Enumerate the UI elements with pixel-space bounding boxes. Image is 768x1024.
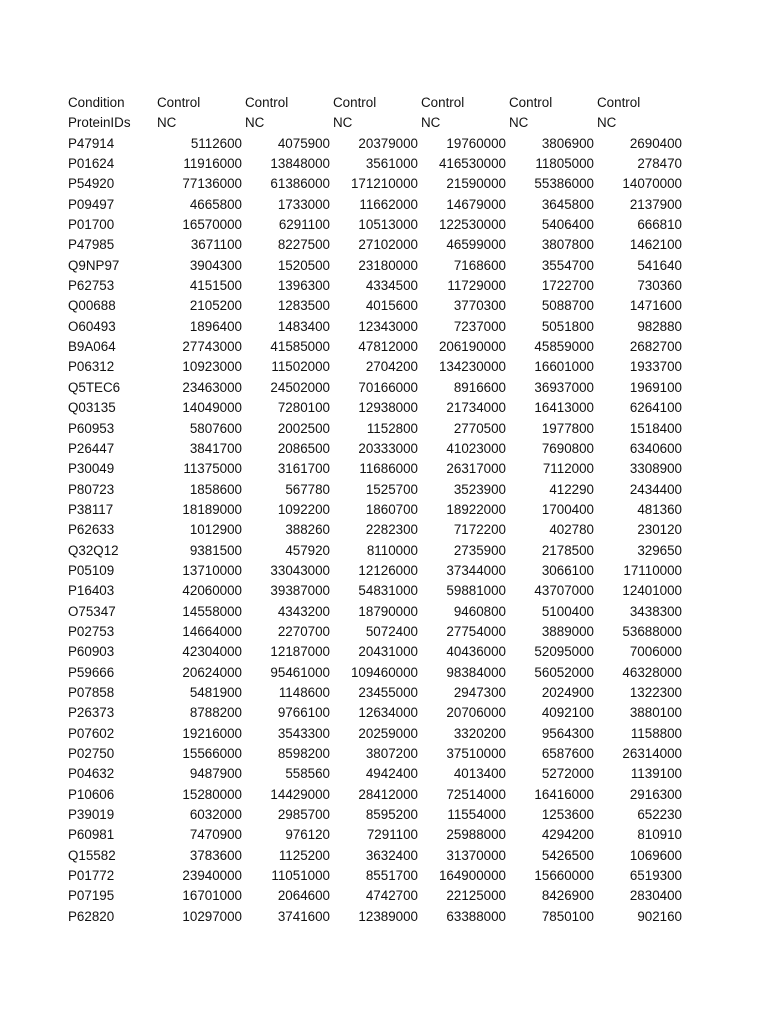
value-cell: 2735900 [453, 542, 506, 558]
value-cell: 21734000 [446, 400, 506, 416]
value-cell: 2282300 [365, 522, 418, 538]
value-cell: 3066100 [541, 562, 594, 578]
value-cell: 1700400 [541, 501, 594, 517]
value-cell: 20624000 [182, 664, 242, 680]
value-cell: 7690800 [541, 440, 594, 456]
protein-id-cell: P26447 [68, 440, 115, 456]
value-cell: 8788200 [189, 705, 242, 721]
value-cell: 3161700 [277, 461, 330, 477]
value-cell: 109460000 [350, 664, 418, 680]
value-cell: 1722700 [541, 278, 594, 294]
header-cell: Control [157, 95, 201, 110]
value-cell: 14070000 [622, 176, 682, 192]
protein-id-cell: O60493 [68, 318, 116, 334]
protein-id-cell: P04632 [68, 766, 115, 782]
value-cell: 39387000 [270, 583, 330, 599]
value-cell: 11375000 [183, 461, 242, 477]
protein-id-cell: Q5TEC6 [68, 379, 121, 395]
value-cell: 20259000 [358, 725, 418, 741]
value-cell: 47812000 [358, 339, 418, 355]
value-cell: 1125200 [278, 847, 330, 863]
value-cell: 810910 [637, 827, 682, 843]
value-cell: 1139100 [630, 766, 682, 782]
value-cell: 28412000 [358, 786, 418, 802]
value-cell: 402780 [549, 522, 594, 538]
value-cell: 416530000 [438, 156, 506, 172]
value-cell: 1860700 [365, 501, 418, 517]
value-cell: 16416000 [534, 786, 594, 802]
value-cell: 1462100 [629, 237, 682, 253]
value-cell: 24502000 [270, 379, 330, 395]
protein-id-cell: P30049 [68, 461, 115, 477]
value-cell: 3770300 [453, 298, 506, 314]
value-cell: 14558000 [182, 603, 242, 619]
value-cell: 481360 [637, 501, 682, 517]
value-cell: 1969100 [629, 379, 682, 395]
protein-id-cell: P38117 [68, 501, 114, 517]
protein-id-cell: B9A064 [68, 339, 116, 355]
value-cell: 4294200 [541, 827, 594, 843]
value-cell: 37344000 [446, 562, 506, 578]
header-cell: Control [597, 95, 641, 110]
value-cell: 15660000 [534, 868, 594, 884]
value-cell: 4343200 [277, 603, 330, 619]
value-cell: 1471600 [629, 298, 682, 314]
value-cell: 3889000 [541, 623, 594, 639]
value-cell: 18189000 [182, 501, 242, 517]
value-cell: 63388000 [446, 908, 506, 924]
value-cell: 3807800 [541, 237, 594, 253]
value-cell: 3880100 [629, 705, 682, 721]
value-cell: 61386000 [270, 176, 330, 192]
value-cell: 4942400 [365, 766, 418, 782]
value-cell: 11729000 [447, 278, 506, 294]
value-cell: 1733000 [277, 196, 330, 212]
value-cell: 9487900 [189, 766, 242, 782]
value-cell: 666810 [637, 217, 682, 233]
value-cell: 5112600 [190, 135, 242, 151]
value-cell: 46328000 [622, 664, 682, 680]
value-cell: 2690400 [629, 135, 682, 151]
value-cell: 730360 [637, 278, 682, 294]
value-cell: 7006000 [629, 644, 682, 660]
value-cell: 4015600 [365, 298, 418, 314]
value-cell: 558560 [285, 766, 330, 782]
value-cell: 6519300 [629, 868, 682, 884]
value-cell: 20431000 [358, 644, 418, 660]
value-cell: 3632400 [365, 847, 418, 863]
value-cell: 12938000 [358, 400, 418, 416]
value-cell: 3645800 [541, 196, 594, 212]
value-cell: 2178500 [541, 542, 594, 558]
protein-id-cell: Q15582 [68, 847, 116, 863]
value-cell: 16701000 [182, 888, 242, 904]
value-cell: 4334500 [365, 278, 418, 294]
value-cell: 12343000 [358, 318, 418, 334]
value-cell: 3904300 [189, 257, 242, 273]
value-cell: 3741600 [277, 908, 330, 924]
value-cell: 8595200 [365, 807, 418, 823]
value-cell: 7470900 [189, 827, 242, 843]
value-cell: 41023000 [446, 440, 506, 456]
value-cell: 5051800 [541, 318, 594, 334]
value-cell: 3554700 [541, 257, 594, 273]
value-cell: 11051000 [271, 868, 330, 884]
protein-id-cell: P02750 [68, 746, 115, 761]
value-cell: 3561000 [365, 156, 418, 172]
header-cell: NC [509, 115, 529, 131]
value-cell: 12126000 [358, 562, 418, 578]
value-cell: 1152800 [366, 420, 418, 436]
value-cell: 1012900 [189, 522, 242, 538]
value-cell: 12187000 [270, 644, 330, 660]
protein-id-cell: P26373 [68, 705, 115, 721]
value-cell: 4075900 [277, 135, 330, 151]
protein-id-cell: P54920 [68, 176, 115, 192]
value-cell: 14664000 [182, 623, 242, 639]
value-cell: 3320200 [453, 725, 506, 741]
value-cell: 278470 [637, 156, 682, 172]
protein-id-cell: P05109 [68, 562, 115, 578]
value-cell: 9766100 [277, 705, 330, 721]
value-cell: 412290 [549, 481, 594, 497]
value-cell: 2434400 [629, 481, 682, 497]
header-label-cell: ProteinIDs [68, 115, 131, 131]
value-cell: 37510000 [446, 746, 506, 761]
value-cell: 4151500 [189, 278, 242, 294]
value-cell: 72514000 [446, 786, 506, 802]
value-cell: 27754000 [446, 623, 506, 639]
value-cell: 23463000 [182, 379, 242, 395]
value-cell: 10513000 [358, 217, 418, 233]
value-cell: 40436000 [446, 644, 506, 660]
value-cell: 26317000 [446, 461, 506, 477]
value-cell: 2105200 [189, 298, 242, 314]
value-cell: 20706000 [446, 705, 506, 721]
value-cell: 31370000 [446, 847, 506, 863]
value-cell: 8551700 [365, 868, 418, 884]
value-cell: 2704200 [365, 359, 418, 375]
value-cell: 9564300 [541, 725, 594, 741]
protein-id-cell: P60953 [68, 420, 115, 436]
value-cell: 7850100 [541, 908, 594, 924]
value-cell: 2682700 [629, 339, 682, 355]
value-cell: 7291100 [366, 827, 418, 843]
value-cell: 55386000 [534, 176, 594, 192]
value-cell: 2916300 [629, 786, 682, 802]
value-cell: 12389000 [358, 908, 418, 924]
value-cell: 15280000 [182, 786, 242, 802]
value-cell: 1148600 [278, 684, 330, 700]
value-cell: 5481900 [189, 684, 242, 700]
value-cell: 98384000 [446, 664, 506, 680]
protein-id-cell: P80723 [68, 481, 115, 497]
value-cell: 329650 [637, 542, 682, 558]
value-cell: 54831000 [358, 583, 418, 599]
protein-id-cell: P60981 [68, 827, 115, 843]
value-cell: 5272000 [541, 766, 594, 782]
value-cell: 171210000 [350, 176, 418, 192]
value-cell: 10297000 [182, 908, 242, 924]
value-cell: 3841700 [189, 440, 242, 456]
value-cell: 7168600 [453, 257, 506, 273]
protein-id-cell: P01772 [68, 868, 115, 884]
protein-id-cell: P16403 [68, 583, 115, 599]
value-cell: 17110000 [623, 562, 682, 578]
value-cell: 43707000 [534, 583, 594, 599]
protein-id-cell: P60903 [68, 644, 115, 660]
value-cell: 3523900 [453, 481, 506, 497]
value-cell: 2086500 [277, 440, 330, 456]
value-cell: 3783600 [189, 847, 242, 863]
value-cell: 20379000 [358, 135, 418, 151]
value-cell: 567780 [285, 481, 330, 497]
value-cell: 1858600 [189, 481, 242, 497]
value-cell: 11686000 [359, 461, 418, 477]
value-cell: 1092200 [277, 501, 330, 517]
protein-id-cell: Q32Q12 [68, 542, 119, 558]
value-cell: 4013400 [453, 766, 506, 782]
value-cell: 16601000 [534, 359, 594, 375]
value-cell: 23180000 [358, 257, 418, 273]
value-cell: 6340600 [629, 440, 682, 456]
value-cell: 42060000 [182, 583, 242, 599]
value-cell: 19216000 [182, 725, 242, 741]
header-cell: NC [421, 115, 441, 131]
protein-id-cell: P39019 [68, 807, 115, 823]
protein-id-cell: P01700 [68, 217, 115, 233]
value-cell: 36937000 [534, 379, 594, 395]
value-cell: 2830400 [629, 888, 682, 904]
protein-id-cell: P10606 [68, 786, 115, 802]
header-cell: Control [245, 95, 289, 110]
value-cell: 13848000 [270, 156, 330, 172]
value-cell: 1518400 [629, 420, 682, 436]
value-cell: 4742700 [365, 888, 418, 904]
value-cell: 976120 [285, 827, 330, 843]
value-cell: 9381500 [189, 542, 242, 558]
value-cell: 1069600 [629, 847, 682, 863]
value-cell: 4092100 [541, 705, 594, 721]
header-label-cell: Condition [68, 95, 125, 110]
header-cell: NC [245, 115, 265, 131]
protein-id-cell: P01624 [68, 156, 115, 172]
value-cell: 42304000 [182, 644, 242, 660]
value-cell: 541640 [637, 257, 682, 273]
header-cell: Control [509, 95, 553, 110]
value-cell: 1525700 [365, 481, 418, 497]
value-cell: 14049000 [182, 400, 242, 416]
value-cell: 59881000 [446, 583, 506, 599]
value-cell: 2270700 [277, 623, 330, 639]
protein-id-cell: P62820 [68, 908, 115, 924]
value-cell: 5807600 [189, 420, 242, 436]
value-cell: 3543300 [277, 725, 330, 741]
value-cell: 1322300 [629, 684, 682, 700]
value-cell: 23455000 [358, 684, 418, 700]
value-cell: 11662000 [359, 196, 418, 212]
value-cell: 7280100 [277, 400, 330, 416]
value-cell: 52095000 [534, 644, 594, 660]
value-cell: 7172200 [453, 522, 506, 538]
value-cell: 56052000 [534, 664, 594, 680]
value-cell: 45859000 [534, 339, 594, 355]
value-cell: 1977800 [541, 420, 594, 436]
protein-id-cell: Q03135 [68, 400, 116, 416]
value-cell: 6291100 [278, 217, 330, 233]
protein-id-cell: P02753 [68, 623, 115, 639]
value-cell: 77136000 [182, 176, 242, 192]
value-cell: 1283500 [277, 298, 330, 314]
header-cell: NC [597, 115, 617, 131]
value-cell: 5088700 [541, 298, 594, 314]
value-cell: 1253600 [541, 807, 594, 823]
value-cell: 1520500 [277, 257, 330, 273]
value-cell: 4665800 [189, 196, 242, 212]
value-cell: 1896400 [189, 318, 242, 334]
value-cell: 6264100 [629, 400, 682, 416]
value-cell: 8110000 [366, 542, 418, 558]
protein-id-cell: P47914 [68, 135, 115, 151]
header-cell: Control [333, 95, 377, 110]
value-cell: 2064600 [277, 888, 330, 904]
value-cell: 9460800 [453, 603, 506, 619]
value-cell: 20333000 [358, 440, 418, 456]
value-cell: 5406400 [541, 217, 594, 233]
value-cell: 8227500 [277, 237, 330, 253]
value-cell: 6032000 [189, 807, 242, 823]
value-cell: 3438300 [629, 603, 682, 619]
value-cell: 8598200 [277, 746, 330, 761]
value-cell: 11805000 [535, 156, 594, 172]
protein-id-cell: Q00688 [68, 298, 116, 314]
value-cell: 652230 [637, 807, 682, 823]
value-cell: 95461000 [270, 664, 330, 680]
value-cell: 11502000 [271, 359, 330, 375]
header-cell: Control [421, 95, 465, 110]
value-cell: 5072400 [365, 623, 418, 639]
value-cell: 2024900 [541, 684, 594, 700]
protein-id-cell: P09497 [68, 196, 115, 212]
value-cell: 13710000 [182, 562, 242, 578]
value-cell: 3671100 [190, 237, 242, 253]
value-cell: 70166000 [358, 379, 418, 395]
protein-id-cell: P07602 [68, 725, 115, 741]
value-cell: 19760000 [446, 135, 506, 151]
value-cell: 1483400 [277, 318, 330, 334]
value-cell: 16570000 [182, 217, 242, 233]
value-cell: 457920 [285, 542, 330, 558]
value-cell: 7112000 [542, 461, 594, 477]
header-cell: NC [157, 115, 177, 131]
value-cell: 18790000 [358, 603, 418, 619]
value-cell: 6587600 [541, 746, 594, 761]
value-cell: 134230000 [438, 359, 506, 375]
value-cell: 2985700 [277, 807, 330, 823]
value-cell: 3806900 [541, 135, 594, 151]
value-cell: 41585000 [270, 339, 330, 355]
value-cell: 11916000 [183, 156, 242, 172]
value-cell: 1396300 [277, 278, 330, 294]
value-cell: 3807200 [365, 746, 418, 761]
value-cell: 22125000 [446, 888, 506, 904]
value-cell: 12401000 [622, 583, 682, 599]
value-cell: 8426900 [541, 888, 594, 904]
value-cell: 388260 [285, 522, 330, 538]
value-cell: 206190000 [438, 339, 506, 355]
header-cell: NC [333, 115, 353, 131]
value-cell: 16413000 [534, 400, 594, 416]
value-cell: 27102000 [358, 237, 418, 253]
value-cell: 10923000 [182, 359, 242, 375]
value-cell: 2137900 [629, 196, 682, 212]
value-cell: 53688000 [622, 623, 682, 639]
protein-id-cell: O75347 [68, 603, 116, 619]
value-cell: 3308900 [629, 461, 682, 477]
value-cell: 8916600 [453, 379, 506, 395]
value-cell: 11554000 [447, 807, 506, 823]
value-cell: 12634000 [358, 705, 418, 721]
value-cell: 33043000 [270, 562, 330, 578]
protein-id-cell: P07195 [68, 888, 115, 904]
value-cell: 7237000 [453, 318, 506, 334]
protein-id-cell: P59666 [68, 664, 115, 680]
value-cell: 18922000 [446, 501, 506, 517]
value-cell: 2002500 [277, 420, 330, 436]
value-cell: 15566000 [182, 746, 242, 761]
value-cell: 46599000 [446, 237, 506, 253]
protein-id-cell: P62633 [68, 522, 115, 538]
protein-id-cell: P62753 [68, 278, 115, 294]
value-cell: 25988000 [446, 827, 506, 843]
value-cell: 27743000 [182, 339, 242, 355]
protein-id-cell: P07858 [68, 684, 115, 700]
protein-id-cell: Q9NP97 [68, 257, 120, 273]
value-cell: 5426500 [541, 847, 594, 863]
value-cell: 23940000 [182, 868, 242, 884]
protein-id-cell: P06312 [68, 359, 115, 375]
protein-id-cell: P47985 [68, 237, 115, 253]
value-cell: 21590000 [446, 176, 506, 192]
value-cell: 5100400 [541, 603, 594, 619]
value-cell: 164900000 [438, 868, 506, 884]
value-cell: 14429000 [270, 786, 330, 802]
value-cell: 1158800 [630, 725, 682, 741]
value-cell: 1933700 [629, 359, 682, 375]
value-cell: 122530000 [438, 217, 506, 233]
value-cell: 902160 [637, 908, 682, 924]
value-cell: 230120 [637, 522, 682, 538]
value-cell: 2770500 [453, 420, 506, 436]
value-cell: 982880 [637, 318, 682, 334]
value-cell: 14679000 [446, 196, 506, 212]
value-cell: 26314000 [622, 746, 682, 761]
value-cell: 2947300 [453, 684, 506, 700]
